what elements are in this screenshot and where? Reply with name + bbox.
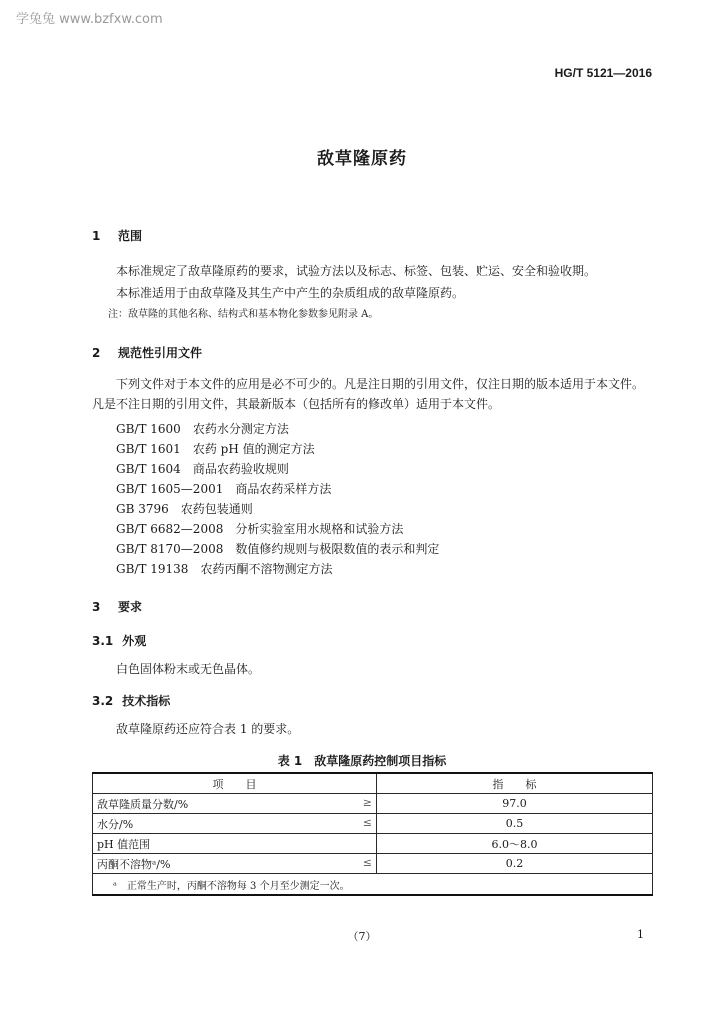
reference-item	[116, 480, 331, 497]
item-cell	[93, 814, 377, 834]
reference-code: GB/T 1604	[116, 462, 181, 476]
reference-code: GB/T 8170—2008	[116, 542, 224, 556]
table-header-row	[93, 773, 653, 794]
section-number: 3	[92, 600, 101, 614]
comparison-mark: ≤	[362, 815, 372, 829]
reference-item	[116, 520, 403, 537]
subsection-title: 外观	[122, 634, 147, 648]
reference-item	[116, 560, 332, 577]
reference-code: GB 3796	[116, 502, 169, 516]
comparison-mark: ≥	[362, 795, 372, 809]
table-caption-number: 表 1	[277, 754, 303, 768]
section-title: 规范性引用文件	[118, 346, 203, 360]
section-title: 要求	[118, 600, 143, 614]
section-2-heading	[92, 344, 202, 361]
comparison-mark: ≤	[362, 855, 372, 869]
spec-table	[92, 772, 653, 896]
table-row	[93, 814, 653, 834]
specification-text: 敌草隆原药还应符合表 1 的要求。	[116, 722, 300, 736]
item-label: 丙酮不溶物ᵃ/%	[97, 857, 171, 871]
section-3-heading	[92, 598, 142, 615]
subsection-3-1-heading	[92, 632, 146, 649]
table-row	[93, 834, 653, 854]
scope-line-2: 本标准适用于由敌草隆及其生产中产生的杂质组成的敌草隆原药。	[116, 286, 465, 300]
table-footnote: ᵃ 正常生产时，丙酮不溶物每 3 个月至少测定一次。	[93, 874, 653, 896]
subsection-number: 3.1	[92, 634, 114, 648]
column-header-item: 项 目	[93, 773, 377, 794]
reference-code: GB/T 1605—2001	[116, 482, 224, 496]
reference-name: 商品农药验收规则	[192, 462, 289, 476]
table-footnote-row	[93, 874, 653, 896]
section-1-heading	[92, 227, 142, 244]
reference-code: GB/T 19138	[116, 562, 189, 576]
section-number: 2	[92, 346, 101, 360]
section-number: 1	[92, 229, 101, 243]
reference-code: GB/T 1601	[116, 442, 181, 456]
item-cell	[93, 794, 377, 814]
scope-line-1: 本标准规定了敌草隆原药的要求，试验方法以及标志、标签、包装、贮运、安全和验收期。	[116, 264, 597, 278]
references-paragraph: 下列文件对于本文件的应用是必不可少的。凡是注日期的引用文件，仅注日期的版本适用于本文件。凡是不注日期的引用文件，其最新版本（包括所有的修改单）适用于本文件。	[92, 377, 645, 411]
reference-name: 分析实验室用水规格和试验方法	[235, 522, 404, 536]
reference-item	[116, 460, 289, 477]
reference-name: 农药水分测定方法	[192, 422, 289, 436]
reference-name: 商品农药采样方法	[235, 482, 332, 496]
reference-name: 农药 pH 值的测定方法	[192, 442, 315, 456]
reference-name: 农药包装通则	[180, 502, 253, 516]
table-row	[93, 854, 653, 874]
table-caption	[0, 752, 724, 769]
watermark: 学兔兔 www.bzfxw.com	[16, 12, 163, 27]
page-number: 1	[637, 928, 644, 941]
value-cell: 0.5	[377, 814, 653, 834]
item-label: pH 值范围	[97, 837, 151, 851]
reference-name: 农药丙酮不溶物测定方法	[200, 562, 333, 576]
table-row	[93, 794, 653, 814]
reference-code: GB/T 1600	[116, 422, 181, 436]
column-header-value: 指 标	[377, 773, 653, 794]
page-title: 敌草隆原药	[317, 149, 407, 169]
standard-number: HG/T 5121—2016	[554, 66, 652, 80]
value-cell: 6.0～8.0	[377, 834, 653, 854]
reference-name: 数值修约规则与极限数值的表示和判定	[235, 542, 440, 556]
scope-note: 注：敌草隆的其他名称、结构式和基本物化参数参见附录 A。	[108, 309, 379, 320]
reference-code: GB/T 6682—2008	[116, 522, 224, 536]
appearance-text: 白色固体粉末或无色晶体。	[116, 662, 261, 676]
reference-item	[116, 500, 253, 517]
item-label: 水分/%	[97, 817, 134, 831]
value-cell: 97.0	[377, 794, 653, 814]
reference-item	[116, 440, 315, 457]
reference-item	[116, 420, 289, 437]
page-label: （7）	[347, 930, 377, 943]
reference-item	[116, 540, 439, 557]
value-cell: 0.2	[377, 854, 653, 874]
item-cell	[93, 854, 377, 874]
item-cell	[93, 834, 377, 854]
section-title: 范围	[118, 229, 143, 243]
table-caption-title: 敌草隆原药控制项目指标	[314, 754, 447, 768]
item-label: 敌草隆质量分数/%	[97, 797, 189, 811]
subsection-3-2-heading	[92, 692, 170, 709]
subsection-number: 3.2	[92, 694, 114, 708]
subsection-title: 技术指标	[122, 694, 171, 708]
